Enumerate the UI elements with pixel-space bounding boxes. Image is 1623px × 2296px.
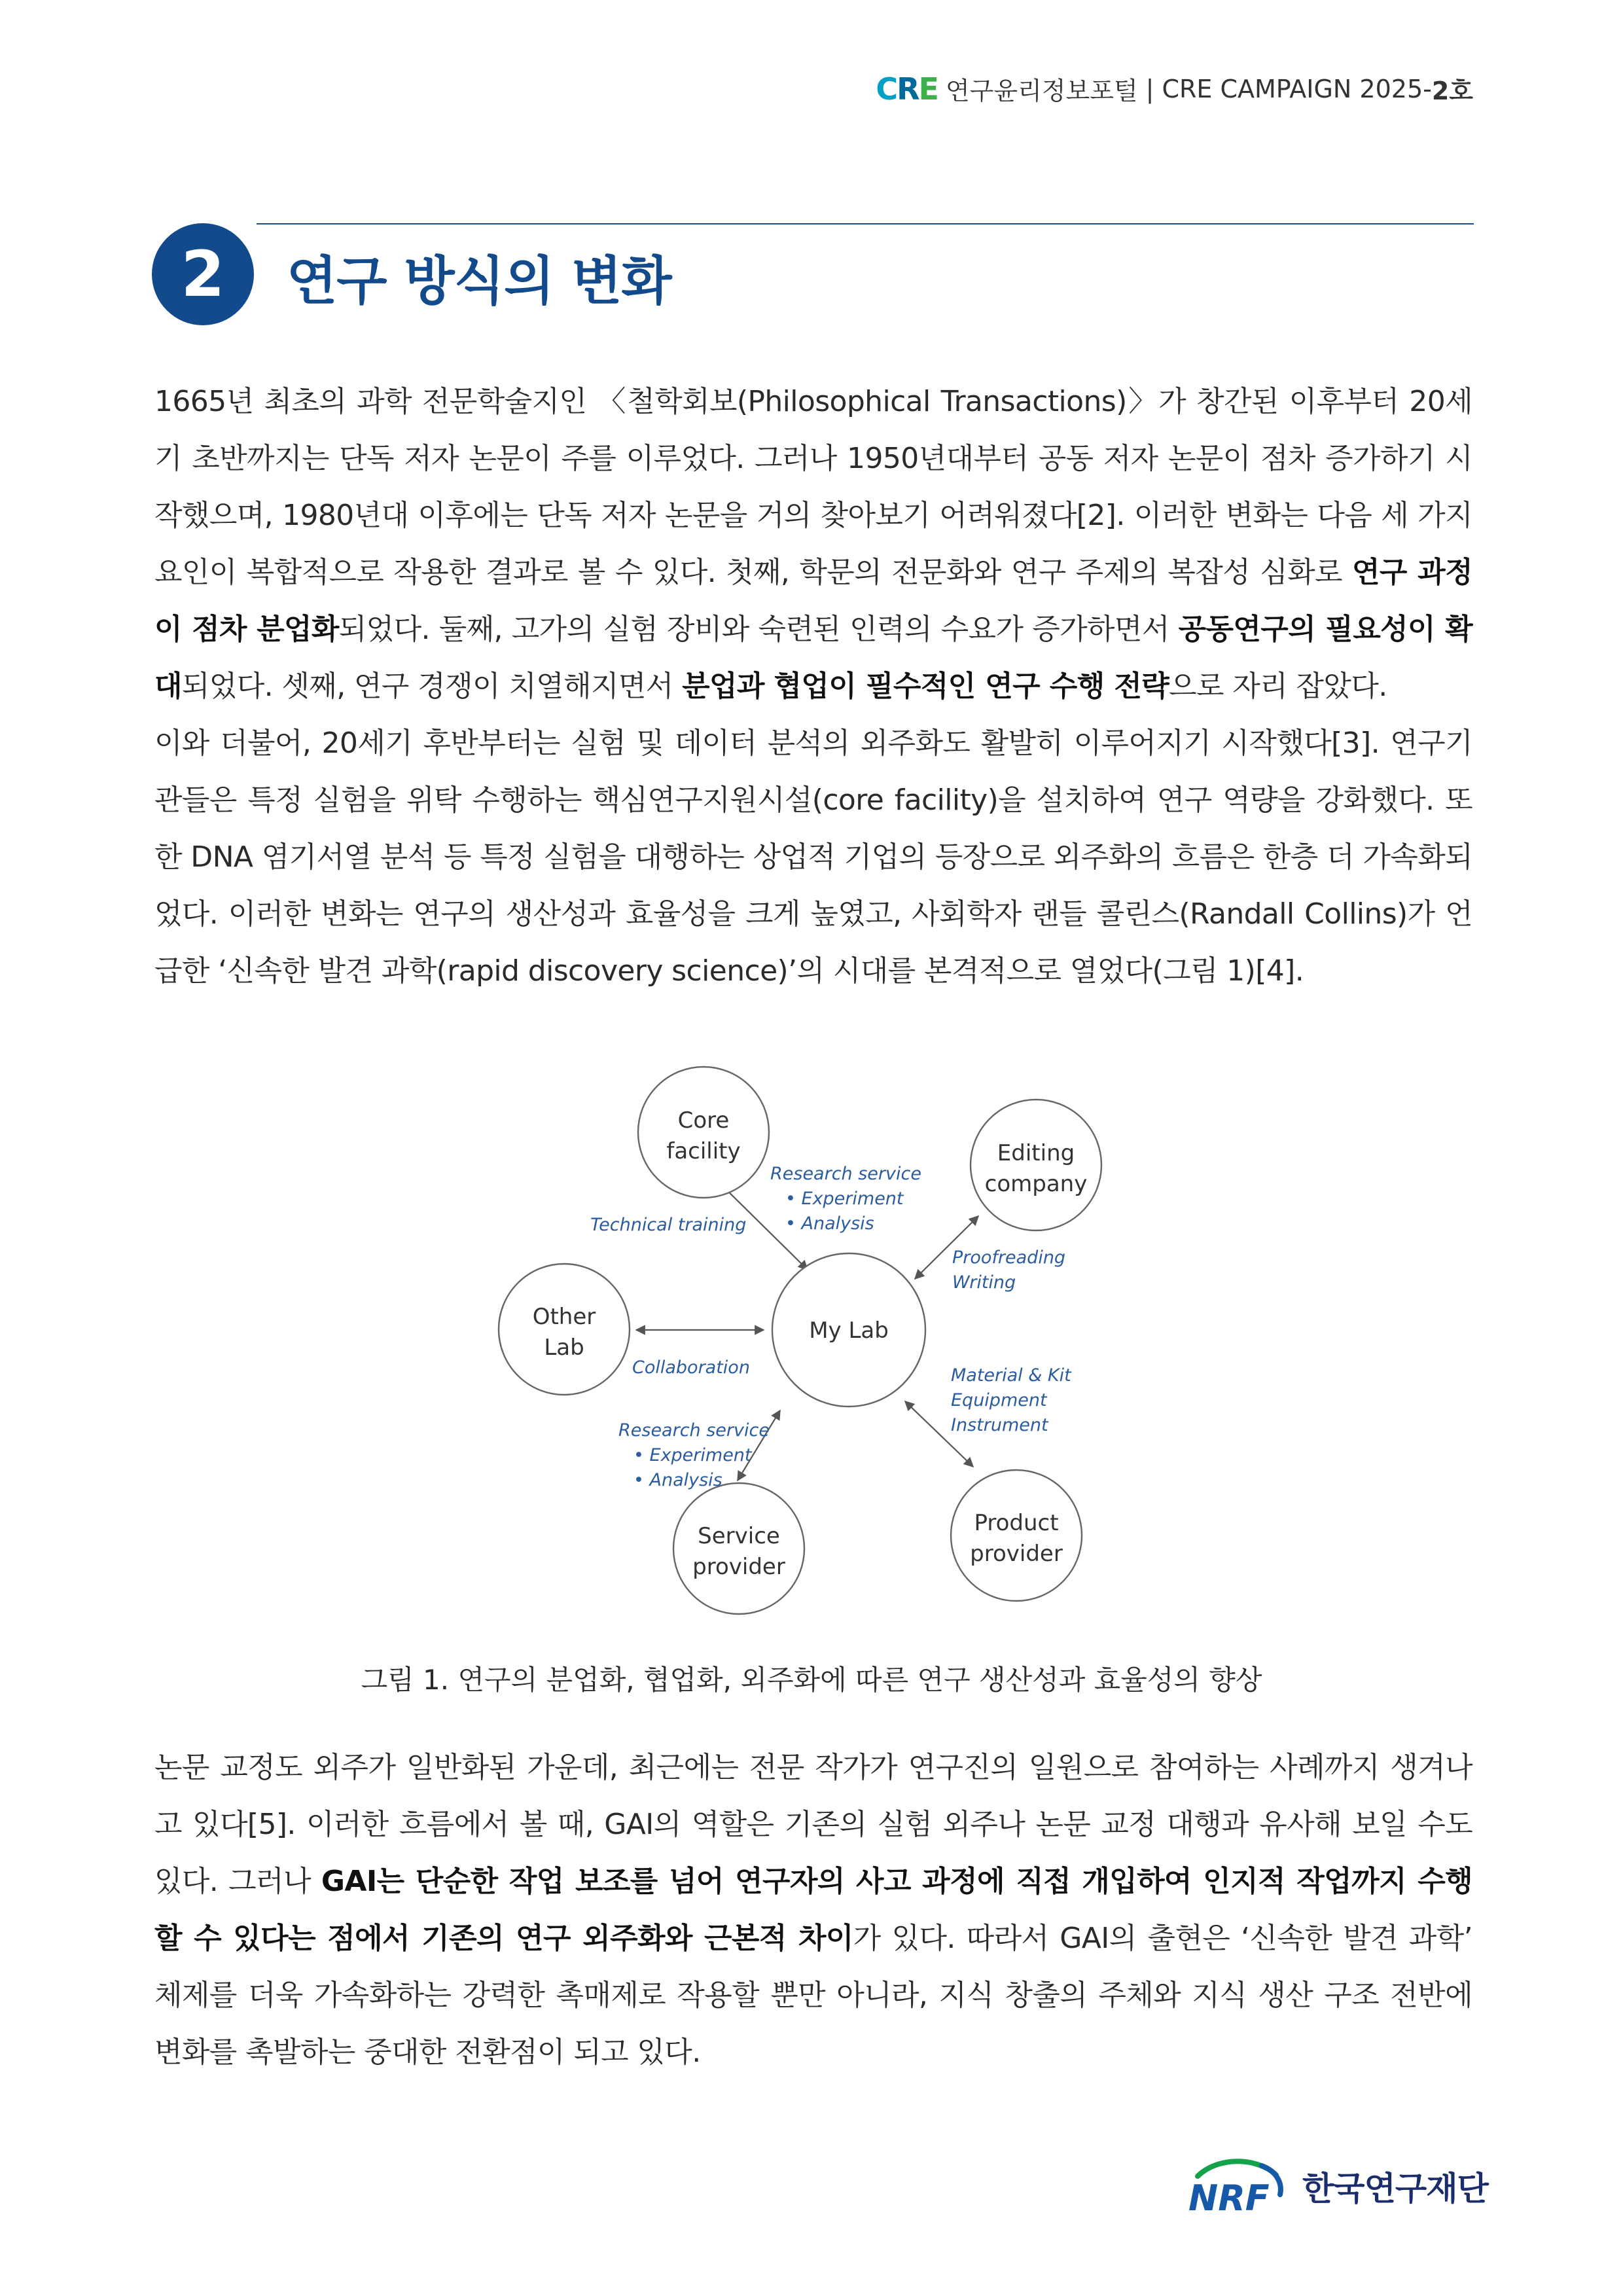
body-text: 이와 더불어, 20세기 후반부터는 실험 및 데이터 분석의 외주화도 활발히 이루어지기 시작했다[3]. 연구기관들은 특정 실험을 위탁 수행하는 핵심연구지원시설(core facility)을 설치하여 연구 역량을 강화했다. 또한 DNA 염기서열 분석 등 특정 실험을 대행하는 상업적 기업의 등장으로 외주화의 흐름은 한층 더 가속화되었다. 이러한 변화는 연구의 생산성과 효율성을 크게 높였고, 사회학자 랜들 콜린스(Randall Collins)가 언급한 ‘신속한 발견 과학(rapid discovery science)’의 시대를 본격적으로 열었다(그림 1)[4]. — [154, 726, 1472, 988]
technical-training-label: Technical training — [590, 1215, 747, 1235]
emphasis-text: GAI는 단순한 작업 보조를 넘어 연구자의 사고 과정에 직접 개입하여 인지적 작업까지 수행할 수 있다는 점에서 기존의 연구 외주화와 근본적 차이 — [154, 1865, 1472, 1955]
product-label-1: Product — [974, 1510, 1059, 1536]
material-label-1: Material & Kit — [951, 1365, 1071, 1386]
body-text: 1665년 최초의 과학 전문학술지인 〈철학회보(Philosophical Transactions)〉가 창간된 이후부터 20세기 초반까지는 단독 저자 논문이 주를 이루었다. 그러나 1950년대부터 공동 저자 논문이 점차 증가하기 시작했으며, 1980년대 이후에는 단독 저자 논문을 거의 찾아보기 어려워졌다[2]. 이러한 변화는 다음 세 가지 요인이 복합적으로 작용한 결과로 볼 수 있다. 첫째, 학문의 전문화와 연구 주제의 복잡성 심화로 — [154, 385, 1472, 589]
page-header — [876, 71, 1473, 107]
product-label-2: provider — [970, 1541, 1063, 1567]
body-paragraph-2 — [154, 715, 1472, 999]
mylab-label: My Lab — [809, 1318, 889, 1344]
figure-caption: 그림 1. 연구의 분업화, 협업화, 외주화에 따른 연구 생산성과 효율성의 향상 — [361, 1664, 1262, 1696]
issue-number: 2호 — [1431, 77, 1473, 105]
emphasis-text: 분업과 협업이 필수적인 연구 수행 전략 — [682, 670, 1169, 703]
emphasis-text: 공동연구의 필요성이 확대 — [154, 613, 1472, 703]
service-label-1: Service — [698, 1523, 780, 1549]
body-paragraph-3 — [154, 1739, 1472, 2081]
proofreading-label-1: Proofreading — [952, 1247, 1066, 1268]
research-service-bottom-1: Research service — [618, 1420, 770, 1441]
collaboration-label: Collaboration — [632, 1357, 750, 1378]
research-service-top-2: • Experiment — [785, 1189, 904, 1209]
proofreading-label-2: Writing — [952, 1272, 1016, 1293]
material-label-3: Instrument — [951, 1415, 1048, 1435]
material-label-2: Equipment — [951, 1390, 1047, 1410]
body-paragraph-1 — [154, 373, 1472, 715]
research-service-bottom-3: • Analysis — [633, 1470, 722, 1490]
research-service-top-3: • Analysis — [785, 1213, 874, 1234]
editing-label-2: company — [984, 1171, 1088, 1197]
body-text: 가 있다. 따라서 GAI의 출현은 ‘신속한 발견 과학’ 체제를 더욱 가속화하는 강력한 촉매제로 작용할 뿐만 아니라, 지식 창출의 주체와 지식 생산 구조 전반에 변화를 촉발하는 중대한 전환점이 되고 있다. — [154, 1922, 1472, 2069]
campaign-label: CRE CAMPAIGN 2025- — [1162, 74, 1432, 103]
body-text: 되었다. 셋째, 연구 경쟁이 치열해지면서 — [181, 670, 683, 703]
header-divider: | — [1145, 74, 1154, 103]
svg-text:NRF: NRF — [1188, 2178, 1270, 2215]
editing-label-1: Editing — [997, 1140, 1075, 1166]
figure-1-diagram — [478, 1034, 1145, 1640]
page-footer — [1185, 2157, 1488, 2215]
body-text: 으로 자리 잡았다. — [1169, 670, 1387, 703]
service-label-2: provider — [692, 1554, 785, 1580]
emphasis-text: 연구 과정이 점차 분업화 — [154, 556, 1472, 646]
core-label-2: facility — [666, 1138, 741, 1164]
other-label-2: Lab — [544, 1335, 584, 1361]
body-text: 되었다. 둘째, 고가의 실험 장비와 숙련된 인력의 수요가 증가하면서 — [338, 613, 1179, 646]
section-title: 연구 방식의 변화 — [287, 251, 671, 312]
org-name: 한국연구재단 — [1302, 2170, 1488, 2208]
other-label-1: Other — [532, 1304, 596, 1330]
nrf-logo — [1185, 2157, 1289, 2215]
portal-title: 연구윤리정보포털 — [945, 77, 1138, 105]
cre-logo: C R E — [876, 71, 938, 107]
core-label-1: Core — [677, 1107, 730, 1134]
section-rule — [257, 223, 1474, 224]
section-number: 2 — [152, 223, 254, 325]
research-service-top-1: Research service — [770, 1164, 921, 1184]
body-text: 논문 교정도 외주가 일반화된 가운데, 최근에는 전문 작가가 연구진의 일원으로 참여하는 사례까지 생겨나고 있다[5]. 이러한 흐름에서 볼 때, GAI의 역할은 기존의 실험 외주나 논문 교정 대행과 유사해 보일 수도 있다. 그러나 — [154, 1751, 1472, 1898]
research-service-bottom-2: • Experiment — [633, 1445, 752, 1465]
